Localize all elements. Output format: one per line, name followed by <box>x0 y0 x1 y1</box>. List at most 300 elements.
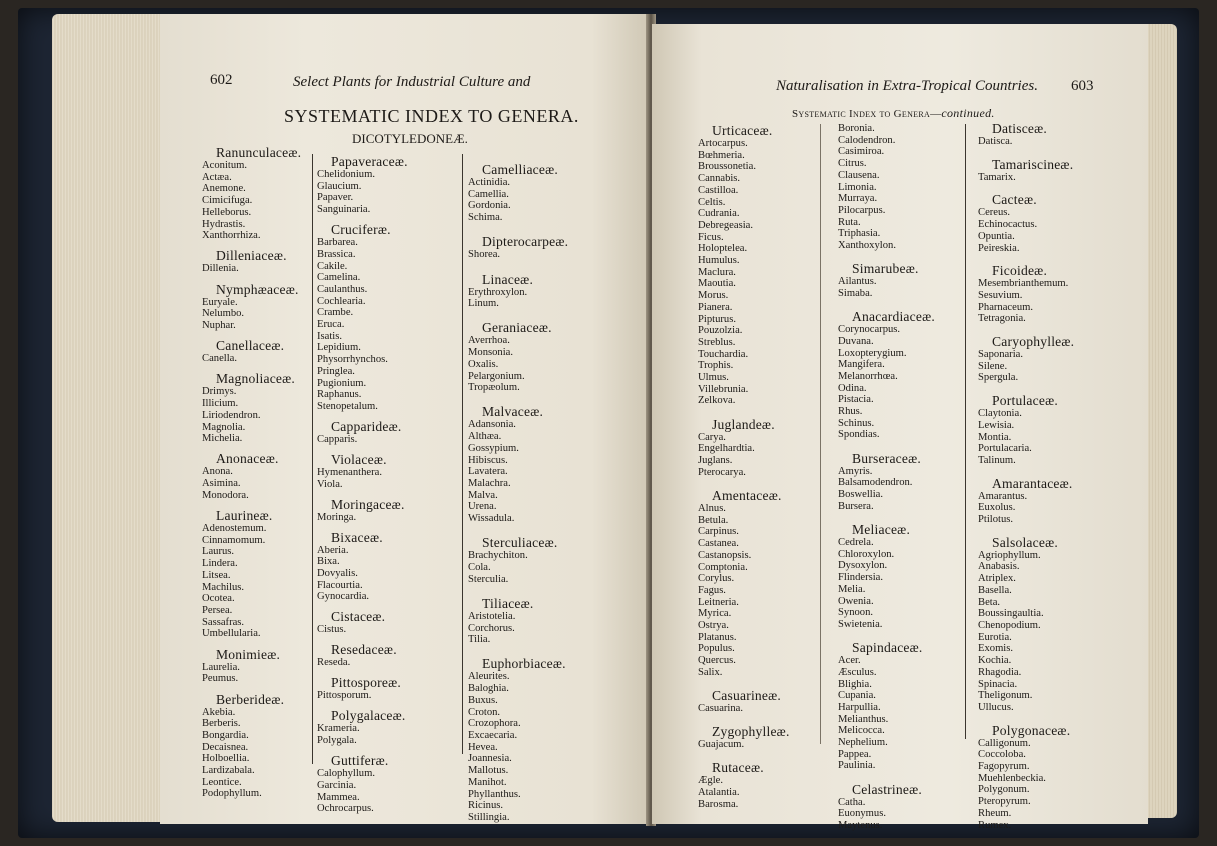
family-name: Sapindaceæ. <box>852 640 923 656</box>
family-name: Salsolaceæ. <box>992 534 1059 550</box>
family-block <box>468 657 568 823</box>
family-name: Berberideæ. <box>216 691 285 707</box>
genus-item: Magnolia. <box>202 421 246 433</box>
genus-item: Populus. <box>698 643 735 655</box>
genus-item: Garcinia. <box>317 779 357 791</box>
family-block <box>202 693 301 801</box>
genus-list <box>468 177 568 224</box>
column-rule <box>820 124 821 744</box>
genus-item: Mangifera. <box>838 359 885 371</box>
genus-item: Schima. <box>468 212 503 224</box>
genus-list <box>838 466 935 513</box>
genus-item: Cereus. <box>978 207 1011 219</box>
family-name: Dipterocarpeæ. <box>482 234 569 250</box>
family-name: Resedaceæ. <box>331 642 397 658</box>
genus-item: Holboellia. <box>202 753 250 765</box>
family-block <box>317 223 408 413</box>
genus-item: Zelkova. <box>698 395 736 407</box>
genus-list <box>978 207 1074 254</box>
genus-list <box>202 353 301 365</box>
family-name: Ficoideæ. <box>992 263 1048 279</box>
genus-item: Casuarina. <box>698 703 744 715</box>
genus-list <box>978 408 1074 467</box>
family-block <box>468 163 568 224</box>
genus-list <box>202 263 301 275</box>
genus-item: Spergula. <box>978 372 1019 384</box>
genus-item: Castanopsis. <box>698 549 752 561</box>
genus-item: Helleborus. <box>202 206 252 218</box>
genus-item: Corynocarpus. <box>838 324 901 336</box>
genus-item: Harpullia. <box>838 701 881 713</box>
genus-item: Loxopterygium. <box>838 347 907 359</box>
genus-item: Maoutia. <box>698 278 736 290</box>
genus-item: Melanorrhœa. <box>838 370 898 382</box>
family-name: Laurineæ. <box>216 508 273 524</box>
genus-item: Theligonum. <box>978 690 1033 702</box>
genus-item: Xanthorrhiza. <box>202 230 261 242</box>
genus-item: Comptonia. <box>698 561 748 573</box>
genus-item: Euonymus. <box>838 808 886 820</box>
genus-item: Silene. <box>978 360 1008 372</box>
genus-list <box>698 138 790 407</box>
genus-item: Berberis. <box>202 718 241 730</box>
genus-list <box>317 434 408 446</box>
family-name: Dilleniaceæ. <box>216 248 287 264</box>
genus-item: Oxalis. <box>468 358 499 370</box>
index-column-3 <box>978 122 1074 831</box>
genus-list <box>838 276 935 299</box>
genus-item: Cakile. <box>317 260 348 272</box>
genus-item: Synoon. <box>838 607 874 619</box>
genus-list <box>468 671 568 823</box>
genus-item: Polygala. <box>317 735 357 747</box>
genus-list <box>698 775 790 810</box>
genus-item: Murraya. <box>838 193 878 205</box>
genus-item: Castanea. <box>698 538 739 550</box>
genus-item: Bursera. <box>838 500 874 512</box>
genus-item: Tilia. <box>468 634 491 646</box>
genus-item: Chloroxylon. <box>838 548 895 560</box>
genus-list <box>317 467 408 490</box>
genus-item: Peireskia. <box>978 242 1020 254</box>
running-head: Select Plants for Industrial Culture and <box>293 74 531 90</box>
genus-item: Fagus. <box>698 584 726 596</box>
page-edges-left <box>52 14 162 822</box>
family-name: Bixaceæ. <box>331 529 383 545</box>
continued-word: continued. <box>941 106 995 120</box>
genus-item: Spinacia. <box>978 678 1018 690</box>
genus-item: Mesembrianthemum. <box>978 278 1069 290</box>
genus-item: Opuntia. <box>978 230 1015 242</box>
genus-item: Betula. <box>698 514 729 526</box>
genus-item: Maytenus. <box>838 820 883 832</box>
genus-item: Averrhoa. <box>468 335 510 347</box>
genus-item: Agriophyllum. <box>978 549 1041 561</box>
family-block <box>838 262 935 299</box>
genus-item: Boronia. <box>838 123 875 134</box>
family-name: Malvaceæ. <box>482 404 544 420</box>
index-column-3 <box>468 163 568 824</box>
genus-item: Monsonia. <box>468 347 514 359</box>
continued-title <box>792 106 995 121</box>
genus-item: Melia. <box>838 583 866 595</box>
index-column-1 <box>202 146 301 800</box>
genus-item: Holoptelea. <box>698 243 748 255</box>
genus-list <box>978 349 1074 384</box>
genus-item: Excaecaria. <box>468 730 518 741</box>
genus-item: Pteropyrum. <box>978 796 1031 808</box>
genus-item: Trophis. <box>698 360 734 372</box>
genus-list <box>317 545 408 604</box>
genus-item: Laurelia. <box>202 661 240 673</box>
genus-item: Swietenia. <box>838 618 883 630</box>
genus-item: Sanguinaria. <box>317 204 371 216</box>
genus-item: Bongardia. <box>202 729 249 741</box>
genus-item: Salix. <box>698 666 723 678</box>
family-name: Pittosporeæ. <box>331 675 401 691</box>
family-name: Anacardiaceæ. <box>852 309 935 325</box>
genus-list <box>317 169 408 216</box>
genus-item: Dillenia. <box>202 263 239 275</box>
family-block <box>317 453 408 490</box>
page-title: SYSTEMATIC INDEX TO GENERA. <box>284 106 579 126</box>
genus-item: Cudrania. <box>698 208 740 220</box>
family-block <box>698 725 790 751</box>
family-block <box>317 643 408 669</box>
genus-item: Ostrya. <box>698 620 729 632</box>
family-name: Caryophylleæ. <box>992 334 1075 350</box>
genus-item: Barbarea. <box>317 237 358 249</box>
genus-item: Blighia. <box>838 678 872 690</box>
genus-item: Althæa. <box>468 431 502 443</box>
genus-item: Celtis. <box>698 196 726 208</box>
family-name: Nymphæaceæ. <box>216 281 299 297</box>
genus-item: Brachychiton. <box>468 550 528 562</box>
family-block <box>468 597 568 646</box>
genus-item: Castilloa. <box>698 184 739 196</box>
genus-item: Cupania. <box>838 690 876 702</box>
genus-item: Adansonia. <box>468 419 516 431</box>
genus-item: Isatis. <box>317 330 343 342</box>
genus-list <box>202 386 301 445</box>
column-rule <box>965 124 966 739</box>
genus-list <box>978 738 1074 832</box>
genus-item: Bixa. <box>317 556 340 568</box>
family-block <box>202 146 301 242</box>
genus-item: Ulmus. <box>698 372 729 384</box>
family-block <box>838 783 935 832</box>
genus-item: Camelina. <box>317 272 361 284</box>
family-block <box>978 724 1074 832</box>
genus-item: Limonia. <box>838 181 877 193</box>
genus-item: Peumus. <box>202 673 239 685</box>
genus-list <box>838 324 935 441</box>
genus-item: Sesuvium. <box>978 289 1023 301</box>
genus-item: Stenopetalum. <box>317 400 378 412</box>
genus-item: Morus. <box>698 290 729 302</box>
genus-list <box>838 655 935 772</box>
genus-item: Dovyalis. <box>317 568 358 580</box>
index-column-2 <box>317 155 408 815</box>
family-block <box>838 310 935 441</box>
genus-item: Schinus. <box>838 417 875 429</box>
genus-item: Polygonum. <box>978 784 1030 796</box>
genus-item: Beta. <box>978 596 1001 608</box>
genus-list <box>317 624 408 636</box>
genus-item: Chenopodium. <box>978 619 1041 631</box>
genus-item: Monodora. <box>202 489 249 501</box>
genus-item: Ruta. <box>838 216 861 228</box>
family-name: Camelliaceæ. <box>482 162 559 177</box>
genus-item: Anabasis. <box>978 561 1020 573</box>
family-name: Portulaceæ. <box>992 393 1059 409</box>
index-column-1 <box>698 124 790 811</box>
genus-item: Spondias. <box>838 429 880 441</box>
family-block <box>468 235 568 261</box>
genus-item: Lewisia. <box>978 419 1015 431</box>
genus-item: Casimiroa. <box>838 146 885 158</box>
genus-item: Carya. <box>698 431 726 443</box>
genus-item: Melianthus. <box>838 713 889 725</box>
genus-list <box>978 172 1074 184</box>
genus-item: Hydrastis. <box>202 218 246 230</box>
genus-item: Glaucium. <box>317 180 362 192</box>
family-block <box>698 761 790 810</box>
genus-item: Saponaria. <box>978 349 1024 361</box>
genus-item: Krameria. <box>317 723 360 735</box>
genus-item: Coccoloba. <box>978 749 1026 761</box>
genus-item: Cola. <box>468 561 491 573</box>
genus-item: Hevea. <box>468 741 498 753</box>
column-rule <box>462 154 463 754</box>
genus-item: Bœhmeria. <box>698 149 745 161</box>
genus-item: Dysoxylon. <box>838 560 888 572</box>
genus-item: Tetragonia. <box>978 313 1026 325</box>
genus-item: Barosma. <box>698 798 739 810</box>
genus-item: Actæa. <box>202 171 232 183</box>
genus-item: Crambe. <box>317 307 354 319</box>
family-block <box>202 339 301 365</box>
family-name: Anonaceæ. <box>216 451 279 467</box>
genus-item: Boussingaultia. <box>978 608 1044 620</box>
family-block <box>978 536 1074 714</box>
genus-item: Canella. <box>202 353 238 365</box>
genus-item: Mammea. <box>317 791 360 803</box>
family-name: Rutaceæ. <box>712 760 764 776</box>
genus-item: Pouzolzia. <box>698 325 743 337</box>
genus-item: Adenostemum. <box>202 523 267 535</box>
genus-item: Owenia. <box>838 595 874 607</box>
genus-item: Caulanthus. <box>317 283 368 295</box>
genus-item: Raphanus. <box>317 389 362 401</box>
family-block <box>838 123 935 252</box>
genus-item: Tropæolum. <box>468 382 520 394</box>
genus-item: Calophyllum. <box>317 768 375 780</box>
genus-item: Michelia. <box>202 433 243 445</box>
genus-list <box>468 249 568 261</box>
genus-item: Catha. <box>838 796 866 808</box>
genus-item: Calodendron. <box>838 134 896 146</box>
genus-list <box>468 335 568 394</box>
family-block <box>202 648 301 685</box>
family-block <box>698 418 790 479</box>
genus-item: Pterocarya. <box>698 466 746 478</box>
genus-item: Juglans. <box>698 455 733 467</box>
family-block <box>317 676 408 702</box>
family-block <box>838 452 935 513</box>
family-name: Guttiferæ. <box>331 753 389 769</box>
genus-item: Clausena. <box>838 169 880 181</box>
family-block <box>202 283 301 332</box>
family-name: Canellaceæ. <box>216 338 285 354</box>
genus-item: Artocarpus. <box>698 138 748 149</box>
genus-item: Podophyllum. <box>202 788 262 800</box>
genus-item: Manihot. <box>468 776 507 788</box>
genus-item: Cannabis. <box>698 173 741 185</box>
genus-item: Erythroxylon. <box>468 286 528 298</box>
family-block <box>838 523 935 631</box>
genus-item: Laurus. <box>202 546 235 558</box>
genus-item: Sassafras. <box>202 616 245 628</box>
genus-item: Flacourtia. <box>317 579 363 591</box>
genus-item: Myrica. <box>698 608 732 620</box>
genus-item: Wissadula. <box>468 513 515 525</box>
genus-item: Anemone. <box>202 183 246 195</box>
genus-item: Cistus. <box>317 624 347 636</box>
genus-item: Actinidia. <box>468 177 511 188</box>
family-name: Burseraceæ. <box>852 450 922 466</box>
genus-item: Aleurites. <box>468 671 510 683</box>
genus-item: Liriodendron. <box>202 409 261 421</box>
family-block <box>978 158 1074 184</box>
genus-item: Aberia. <box>317 544 349 556</box>
genus-item: Buxus. <box>468 694 498 706</box>
family-name: Ranunculaceæ. <box>216 145 302 160</box>
family-name: Datisceæ. <box>992 121 1048 136</box>
genus-item: Pipturus. <box>698 313 736 325</box>
genus-item: Engelhardtia. <box>698 443 755 455</box>
genus-list <box>317 657 408 669</box>
genus-item: Lavatera. <box>468 466 508 478</box>
genus-list <box>838 797 935 832</box>
family-block <box>202 372 301 445</box>
genus-item: Xanthoxylon. <box>838 240 896 252</box>
genus-item: Persea. <box>202 604 233 616</box>
genus-item: Streblus. <box>698 336 736 348</box>
genus-item: Akebia. <box>202 706 236 718</box>
genus-item: Ricinus. <box>468 800 504 812</box>
genus-item: Aristotelia. <box>468 610 516 622</box>
family-block <box>698 489 790 679</box>
family-block <box>698 689 790 715</box>
genus-item: Æsculus. <box>838 666 877 678</box>
genus-item: Odina. <box>838 382 867 394</box>
genus-item: Cedrela. <box>838 536 874 548</box>
family-name: Cistaceæ. <box>331 609 386 625</box>
genus-item: Pugionium. <box>317 377 367 389</box>
family-name: Tiliaceæ. <box>482 595 534 611</box>
genus-item: Duvana. <box>838 335 874 347</box>
genus-item: Exomis. <box>978 643 1014 655</box>
genus-item: Viola. <box>317 478 343 490</box>
genus-item: Euryale. <box>202 296 238 308</box>
genus-item: Debregeasia. <box>698 219 753 231</box>
genus-list <box>202 160 301 242</box>
genus-list <box>698 432 790 479</box>
genus-item: Humulus. <box>698 255 740 267</box>
genus-item: Malachra. <box>468 477 511 489</box>
family-name: Geraniaceæ. <box>482 320 552 336</box>
genus-item: Ullucus. <box>978 701 1014 713</box>
genus-item: Ficus. <box>698 231 724 243</box>
genus-item: Rumex. <box>978 819 1012 831</box>
genus-item: Decaisnea. <box>202 741 249 753</box>
genus-item: Sterculia. <box>468 573 509 585</box>
genus-item: Pianera. <box>698 301 733 313</box>
genus-item: Anona. <box>202 466 233 478</box>
genus-item: Linum. <box>468 298 499 310</box>
genus-item: Paulinia. <box>838 760 876 772</box>
genus-item: Brassica. <box>317 248 356 260</box>
genus-item: Lindera. <box>202 558 238 570</box>
page-number: 602 <box>210 72 233 88</box>
genus-item: Talinum. <box>978 454 1016 466</box>
family-name: Amarantaceæ. <box>992 475 1073 491</box>
genus-list <box>202 466 301 501</box>
family-block <box>978 477 1074 526</box>
genus-item: Camellia. <box>468 188 509 200</box>
genus-item: Physorrhynchos. <box>317 354 388 366</box>
family-name: Violaceæ. <box>331 451 387 467</box>
genus-item: Pelargonium. <box>468 370 525 382</box>
family-name: Euphorbiaceæ. <box>482 656 566 672</box>
genus-item: Aconitum. <box>202 160 248 171</box>
genus-list <box>317 512 408 524</box>
family-name: Capparideæ. <box>331 418 402 434</box>
genus-list <box>698 703 790 715</box>
genus-item: Balsamodendron. <box>838 477 913 489</box>
genus-item: Boswellia. <box>838 489 884 501</box>
section-subtitle: DICOTYLEDONEÆ. <box>352 131 468 146</box>
family-name: Magnoliaceæ. <box>216 371 296 387</box>
genus-item: Stillingia. <box>468 811 510 823</box>
genus-item: Nuphar. <box>202 320 236 332</box>
genus-item: Citrus. <box>838 158 867 170</box>
genus-item: Pringlea. <box>317 365 355 377</box>
family-block <box>838 641 935 772</box>
family-block <box>202 249 301 275</box>
genus-item: Ægle. <box>698 775 724 787</box>
genus-item: Baloghia. <box>468 683 509 695</box>
genus-item: Corchorus. <box>468 622 515 634</box>
genus-item: Tamarix. <box>978 171 1016 183</box>
genus-item: Joannesia. <box>468 753 512 765</box>
genus-item: Portulacaria. <box>978 443 1032 455</box>
genus-item: Moringa. <box>317 511 357 523</box>
genus-item: Claytonia. <box>978 408 1022 420</box>
genus-item: Carpinus. <box>698 526 739 538</box>
genus-item: Papaver. <box>317 192 354 204</box>
family-name: Juglandeæ. <box>712 416 775 432</box>
genus-item: Litsea. <box>202 569 231 581</box>
family-name: Polygonaceæ. <box>992 722 1071 738</box>
left-page <box>160 14 650 824</box>
family-block <box>317 498 408 524</box>
family-name: Meliaceæ. <box>852 521 911 537</box>
genus-item: Rheum. <box>978 807 1012 819</box>
family-block <box>317 420 408 446</box>
family-block <box>202 452 301 501</box>
